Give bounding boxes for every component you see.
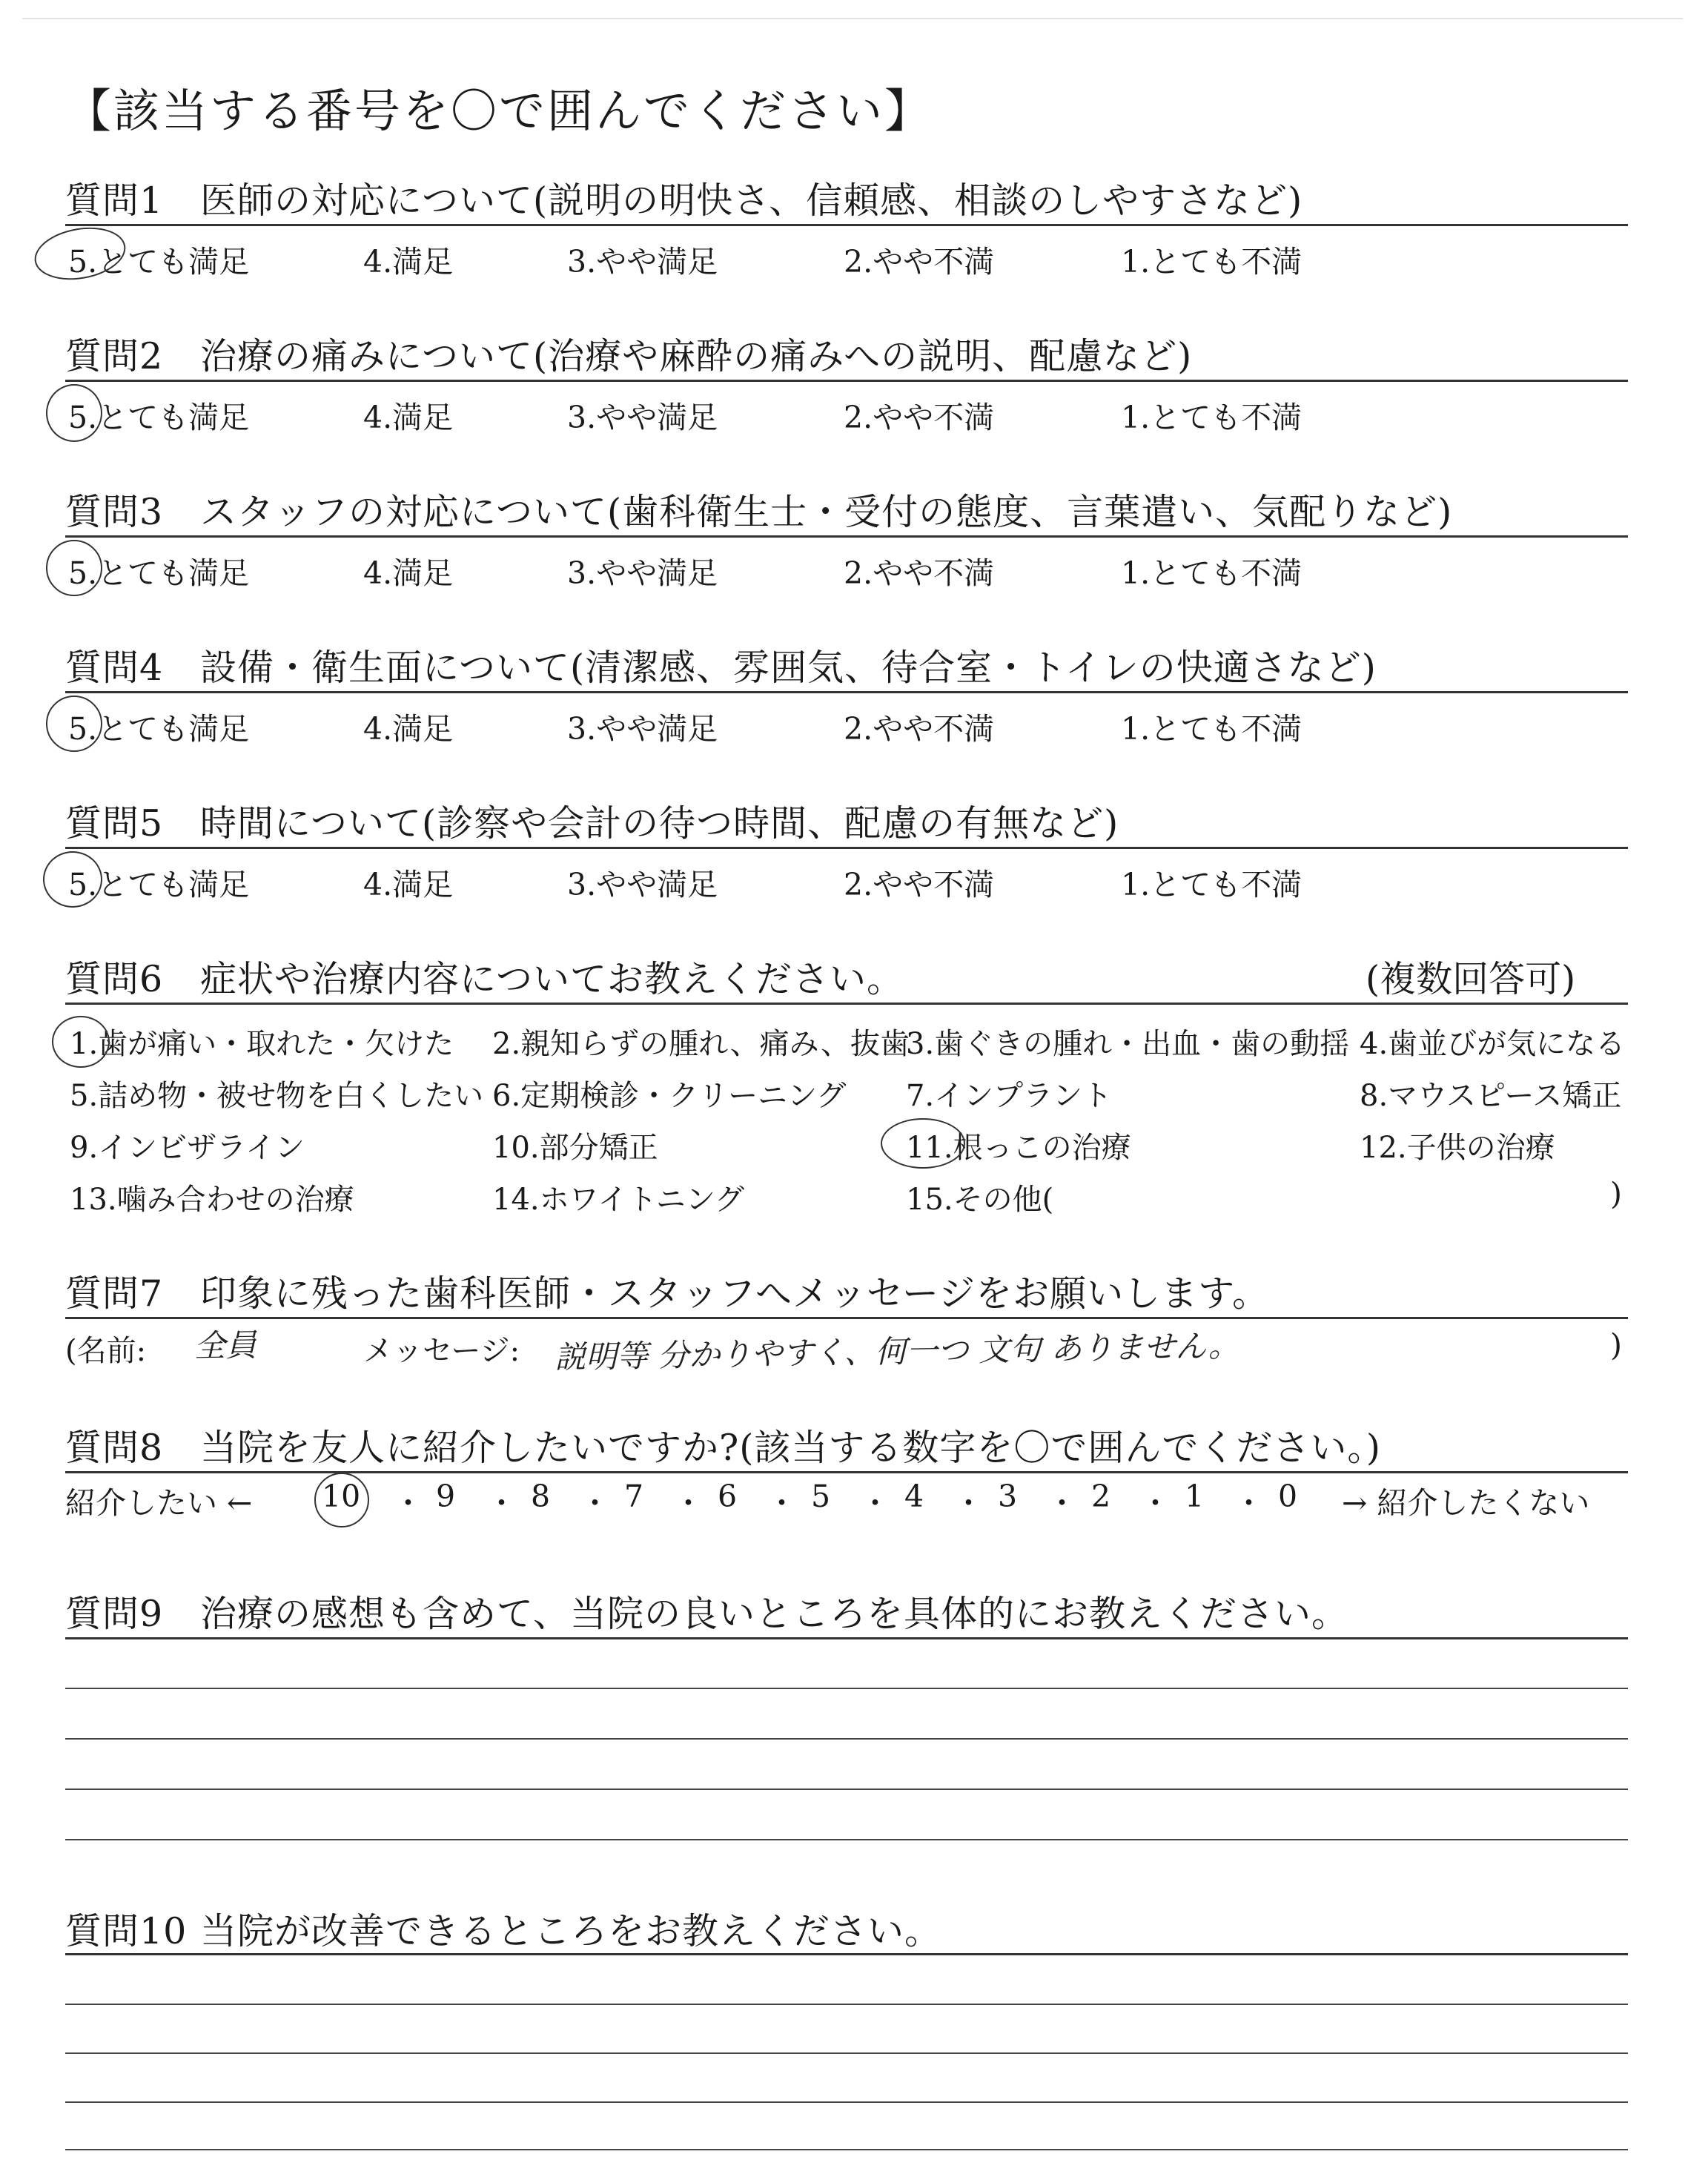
scale-9[interactable]: 9 — [436, 1479, 456, 1514]
q2-option-2[interactable]: 2.やや不満 — [844, 400, 995, 435]
q6-option-12[interactable]: 12.子供の治療 — [1360, 1131, 1555, 1165]
q1-option-4[interactable]: 4.満足 — [363, 244, 454, 280]
question-1 — [65, 172, 1302, 224]
q6-option-10[interactable]: 10.部分矯正 — [492, 1131, 658, 1165]
question-number: 質問1 — [65, 179, 164, 222]
question-text: 治療の痛みについて(治療や麻酔の痛みへの説明、配慮など) — [200, 335, 1193, 377]
question-text: 当院を友人に紹介したいですか?(該当する数字を〇で囲んでください。) — [200, 1427, 1382, 1469]
name-label: (名前: — [65, 1334, 147, 1368]
recommend-left-label: 紹介したい ← — [65, 1485, 253, 1521]
q3-option-3[interactable]: 3.やや満足 — [567, 555, 718, 591]
question-divider — [65, 224, 1628, 226]
q6-other-close-paren: ) — [1610, 1176, 1622, 1212]
question-10 — [65, 1903, 941, 1955]
q6-selection-circle-1 — [52, 1016, 110, 1068]
scale-1[interactable]: 1 — [1185, 1479, 1205, 1514]
q5-option-1[interactable]: 1.とても不満 — [1121, 867, 1302, 902]
question-number: 質問5 — [65, 802, 164, 845]
scale-8[interactable]: 8 — [531, 1479, 551, 1514]
scale-0[interactable]: 0 — [1278, 1479, 1298, 1514]
q4-option-3[interactable]: 3.やや満足 — [567, 711, 718, 747]
scale-3[interactable]: 3 — [998, 1479, 1018, 1514]
q6-option-1[interactable]: 1.歯が痛い・取れた・欠けた — [70, 1027, 454, 1061]
question-text: 時間について(診察や会計の待つ時間、配慮の有無など) — [200, 802, 1119, 845]
scale-separator: ・ — [486, 1485, 517, 1521]
question-number: 質問6 — [65, 958, 164, 1000]
q6-option-2[interactable]: 2.親知らずの腫れ、痛み、抜歯 — [492, 1027, 910, 1061]
question-3 — [65, 483, 1452, 535]
q3-option-2[interactable]: 2.やや不満 — [844, 555, 995, 591]
q5-selection-circle — [43, 851, 102, 908]
q4-option-4[interactable]: 4.満足 — [363, 711, 454, 747]
message-close-paren: ) — [1610, 1327, 1622, 1363]
question-6 — [65, 951, 904, 1003]
q6-option-5[interactable]: 5.詰め物・被せ物を白くしたい — [70, 1079, 484, 1113]
question-number: 質問10 — [65, 1910, 188, 1952]
q5-option-5[interactable]: 5.とても満足 — [68, 867, 250, 902]
scale-separator: ・ — [1140, 1485, 1171, 1521]
answer-line[interactable] — [65, 2004, 1628, 2005]
q2-selection-circle — [46, 384, 102, 442]
question-text: スタッフの対応について(歯科衛生士・受付の態度、言葉遣い、気配りなど) — [200, 491, 1453, 533]
q3-option-1[interactable]: 1.とても不満 — [1121, 555, 1302, 591]
q5-option-3[interactable]: 3.やや満足 — [567, 867, 718, 902]
q6-option-15[interactable]: 15.その他( — [906, 1183, 1054, 1217]
question-number: 質問3 — [65, 491, 164, 533]
page-header: 【該当する番号を〇で囲んでください】 — [65, 84, 933, 138]
message-label: メッセージ: — [363, 1334, 520, 1368]
q6-option-7[interactable]: 7.インプラント — [906, 1079, 1113, 1113]
scale-separator: ・ — [673, 1485, 704, 1521]
q3-selection-circle — [46, 540, 102, 596]
q1-option-3[interactable]: 3.やや満足 — [567, 244, 718, 280]
scale-separator: ・ — [767, 1485, 797, 1521]
q5-option-4[interactable]: 4.満足 — [363, 867, 454, 902]
scale-5[interactable]: 5 — [811, 1479, 831, 1514]
q6-option-13[interactable]: 13.噛み合わせの治療 — [70, 1183, 354, 1217]
question-number: 質問9 — [65, 1593, 164, 1635]
question-text: 医師の対応について(説明の明快さ、信頼感、相談のしやすさなど) — [200, 179, 1303, 222]
question-text: 症状や治療内容についてお教えください。 — [200, 958, 904, 1000]
q4-option-2[interactable]: 2.やや不満 — [844, 711, 995, 747]
question-number: 質問8 — [65, 1427, 164, 1469]
q2-option-1[interactable]: 1.とても不満 — [1121, 400, 1302, 435]
q6-option-4[interactable]: 4.歯並びが気になる — [1360, 1027, 1626, 1061]
answer-line[interactable] — [65, 2149, 1628, 2150]
question-divider — [65, 1471, 1628, 1473]
question-7 — [65, 1265, 1269, 1317]
recommend-right-label: → 紹介したくない — [1342, 1485, 1590, 1521]
question-divider — [65, 1317, 1628, 1319]
question-text: 治療の感想も含めて、当院の良いところを具体的にお教えください。 — [200, 1593, 1349, 1635]
question-8 — [65, 1419, 1381, 1471]
q1-option-5[interactable]: 5.とても満足 — [68, 244, 250, 280]
multiple-answers-note: (複数回答可) — [1366, 958, 1576, 1000]
question-number: 質問2 — [65, 335, 164, 377]
question-2 — [65, 328, 1192, 380]
q8-selection-circle — [314, 1473, 369, 1527]
q6-option-11[interactable]: 11.根っこの治療 — [906, 1131, 1131, 1165]
scale-7[interactable]: 7 — [624, 1479, 644, 1514]
scale-separator: ・ — [860, 1485, 890, 1521]
answer-line[interactable] — [65, 1688, 1628, 1689]
q4-option-1[interactable]: 1.とても不満 — [1121, 711, 1302, 747]
question-divider — [65, 691, 1628, 693]
scale-2[interactable]: 2 — [1091, 1479, 1111, 1514]
q6-option-6[interactable]: 6.定期検診・クリーニング — [492, 1079, 847, 1113]
q4-selection-circle — [46, 696, 102, 752]
q5-option-2[interactable]: 2.やや不満 — [844, 867, 995, 902]
scale-separator: ・ — [1234, 1485, 1264, 1521]
question-4 — [65, 639, 1377, 691]
question-divider — [65, 380, 1628, 382]
scale-separator: ・ — [580, 1485, 610, 1521]
scale-separator: ・ — [1047, 1485, 1077, 1521]
scale-4[interactable]: 4 — [904, 1479, 924, 1514]
top-divider — [22, 18, 1683, 19]
q2-option-3[interactable]: 3.やや満足 — [567, 400, 718, 435]
question-divider — [65, 847, 1628, 849]
q6-option-14[interactable]: 14.ホワイトニング — [492, 1183, 745, 1217]
q1-option-2[interactable]: 2.やや不満 — [844, 244, 995, 280]
answer-line[interactable] — [65, 1637, 1628, 1639]
question-divider — [65, 1003, 1628, 1005]
q3-option-5[interactable]: 5.とても満足 — [68, 555, 250, 591]
question-number: 質問7 — [65, 1272, 164, 1315]
scale-10[interactable]: 10 — [322, 1479, 361, 1514]
scale-6[interactable]: 6 — [718, 1479, 738, 1514]
q1-option-1[interactable]: 1.とても不満 — [1121, 244, 1302, 280]
q6-option-8[interactable]: 8.マウスピース矯正 — [1360, 1079, 1622, 1113]
scale-separator: ・ — [953, 1485, 984, 1521]
q3-option-4[interactable]: 4.満足 — [363, 555, 454, 591]
q6-option-3[interactable]: 3.歯ぐきの腫れ・出血・歯の動揺 — [906, 1027, 1350, 1061]
q4-option-5[interactable]: 5.とても満足 — [68, 711, 250, 747]
q2-option-4[interactable]: 4.満足 — [363, 400, 454, 435]
message-value[interactable]: 説明等 分かりやすく、何一つ 文句 ありません。 — [554, 1327, 1240, 1376]
question-text: 当院が改善できるところをお教えください。 — [200, 1910, 942, 1952]
name-value[interactable]: 全員 — [193, 1327, 257, 1364]
answer-line[interactable] — [65, 1738, 1628, 1740]
question-5 — [65, 795, 1119, 847]
answer-line[interactable] — [65, 1839, 1628, 1840]
q6-selection-circle-11 — [881, 1118, 965, 1169]
question-number: 質問4 — [65, 647, 164, 689]
question-divider — [65, 535, 1628, 538]
q6-option-9[interactable]: 9.インビザライン — [70, 1131, 305, 1165]
scale-separator: ・ — [393, 1485, 423, 1521]
answer-line[interactable] — [65, 1789, 1628, 1790]
answer-line[interactable] — [65, 2052, 1628, 2054]
q2-option-5[interactable]: 5.とても満足 — [68, 400, 250, 435]
answer-line[interactable] — [65, 1953, 1628, 1955]
question-9 — [65, 1585, 1348, 1637]
answer-line[interactable] — [65, 2101, 1628, 2103]
question-text: 設備・衛生面について(清潔感、雰囲気、待合室・トイレの快適さなど) — [200, 647, 1377, 689]
question-text: 印象に残った歯科医師・スタッフへメッセージをお願いします。 — [200, 1272, 1270, 1315]
